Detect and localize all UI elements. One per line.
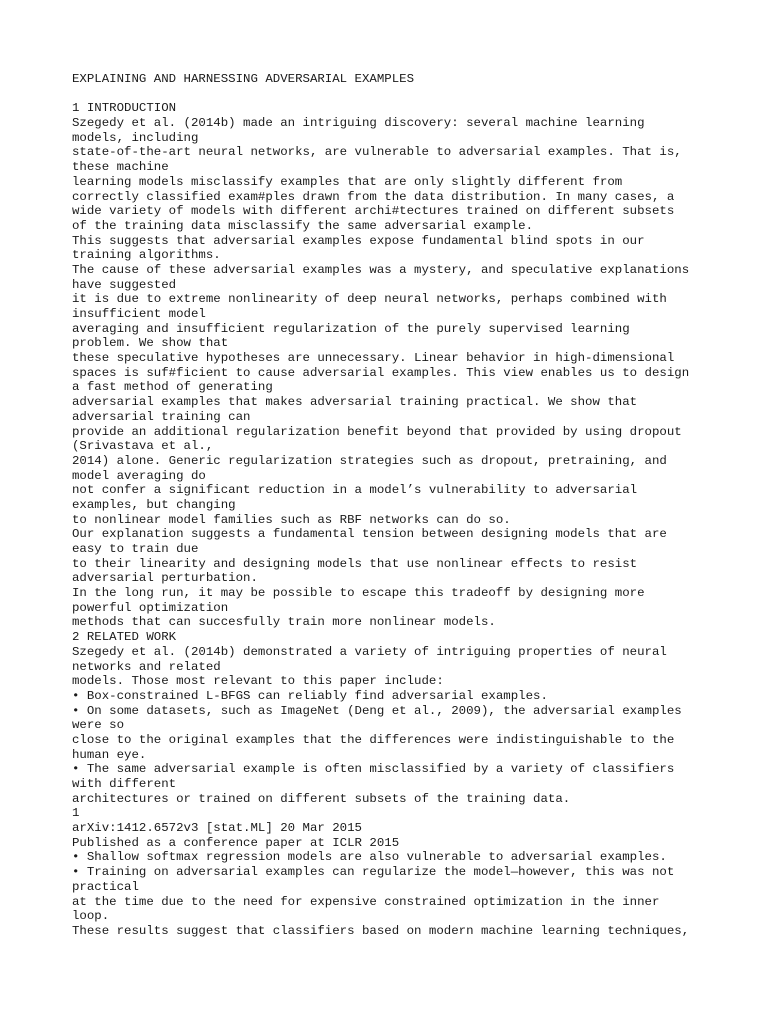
text-line: at the time due to the need for expensive constrained optimization in the inner bbox=[72, 894, 660, 909]
text-line: have suggested bbox=[72, 277, 177, 292]
text-line: easy to train due bbox=[72, 542, 199, 556]
text-line: of the training data misclassify the same adversarial example. bbox=[72, 218, 534, 233]
text-line: problem. We show that bbox=[72, 336, 229, 351]
text-line: learning models misclassify examples that are only slightly different from bbox=[72, 174, 623, 189]
text-line: adversarial perturbation. bbox=[72, 571, 258, 586]
text-line: to nonlinear model families such as RBF networks can do so. bbox=[72, 512, 511, 527]
page-number: 1 bbox=[72, 806, 80, 821]
text-line: examples, but changing bbox=[72, 497, 236, 512]
text-line: loop. bbox=[72, 909, 110, 924]
document-page bbox=[72, 72, 702, 939]
text-line: adversarial training can bbox=[72, 409, 251, 424]
text-line: close to the original examples that the differences were indistinguishable to the bbox=[72, 732, 675, 747]
bullet-item: • Training on adversarial examples can regularize the model—however, this was not bbox=[72, 865, 675, 880]
text-line: not confer a significant reduction in a model’s vulnerability to adversarial bbox=[72, 483, 638, 498]
text-line: training algorithms. bbox=[72, 248, 221, 263]
text-line: state-of-the-art neural networks, are vulnerable to adversarial examples. That is, bbox=[72, 145, 682, 160]
text-line: provide an additional regularization benefit beyond that provided by using dropout bbox=[72, 424, 682, 439]
text-line: a fast method of generating bbox=[72, 380, 273, 395]
text-line: These results suggest that classifiers based on modern machine learning techniques, bbox=[72, 923, 690, 938]
text-line: The cause of these adversarial examples was a mystery, and speculative explanations bbox=[72, 262, 690, 277]
text-line: Szegedy et al. (2014b) demonstrated a variety of intriguing properties of neural bbox=[72, 644, 667, 659]
bullet-item: • Shallow softmax regression models are also vulnerable to adversarial examples. bbox=[72, 850, 667, 865]
text-line: with different bbox=[72, 777, 177, 791]
text-line: it is due to extreme nonlinearity of deep neural networks, perhaps combined with bbox=[72, 292, 667, 307]
text-line: practical bbox=[72, 879, 139, 894]
arxiv-identifier: arXiv:1412.6572v3 [stat.ML] 20 Mar 2015 bbox=[72, 821, 362, 836]
bullet-item: • Box-constrained L-BFGS can reliably find adversarial examples. bbox=[72, 688, 548, 703]
text-line: networks and related bbox=[72, 659, 221, 674]
text-line: This suggests that adversarial examples expose fundamental blind spots in our bbox=[72, 233, 645, 248]
text-line: wide variety of models with different archi#tectures trained on different subsets bbox=[72, 204, 675, 219]
text-line: models, including bbox=[72, 130, 199, 145]
section-heading-introduction: 1 INTRODUCTION bbox=[72, 101, 177, 116]
text-line: were so bbox=[72, 718, 125, 733]
text-line: insufficient model bbox=[72, 307, 206, 321]
publication-note: Published as a conference paper at ICLR 2015 bbox=[72, 835, 400, 850]
bullet-item: • The same adversarial example is often misclassified by a variety of classifiers bbox=[72, 762, 675, 777]
section-heading-related-work: 2 RELATED WORK bbox=[72, 630, 177, 645]
text-line: spaces is suf#ficient to cause adversarial examples. This view enables us to design bbox=[72, 365, 690, 380]
text-line: Our explanation suggests a fundamental tension between designing models that are bbox=[72, 527, 667, 542]
bullet-item: • On some datasets, such as ImageNet (Deng et al., 2009), the adversarial examples bbox=[72, 703, 682, 718]
document-title: EXPLAINING AND HARNESSING ADVERSARIAL EXAMPLES bbox=[72, 72, 415, 86]
text-line: powerful optimization bbox=[72, 600, 229, 615]
text-line: model averaging do bbox=[72, 468, 206, 483]
text-line: architectures or trained on different subsets of the training data. bbox=[72, 791, 571, 806]
text-line: In the long run, it may be possible to escape this tradeoff by designing more bbox=[72, 586, 645, 601]
text-line: methods that can succesfully train more nonlinear models. bbox=[72, 615, 496, 630]
blank-line bbox=[72, 87, 702, 102]
text-line: (Srivastava et al., bbox=[72, 439, 214, 454]
text-line: adversarial examples that makes adversarial training practical. We show that bbox=[72, 395, 638, 410]
text-line: to their linearity and designing models that use nonlinear effects to resist bbox=[72, 556, 638, 571]
text-line: these machine bbox=[72, 160, 169, 175]
text-line: models. Those most relevant to this paper include: bbox=[72, 674, 444, 689]
text-line: these speculative hypotheses are unnecessary. Linear behavior in high-dimensional bbox=[72, 351, 675, 366]
text-line: human eye. bbox=[72, 747, 147, 762]
text-line: Szegedy et al. (2014b) made an intriguing discovery: several machine learning bbox=[72, 116, 645, 131]
text-line: averaging and insufficient regularization of the purely supervised learning bbox=[72, 321, 630, 336]
text-line: 2014) alone. Generic regularization strategies such as dropout, pretraining, and bbox=[72, 453, 667, 468]
text-line: correctly classified exam#ples drawn from the data distribution. In many cases, a bbox=[72, 189, 675, 204]
